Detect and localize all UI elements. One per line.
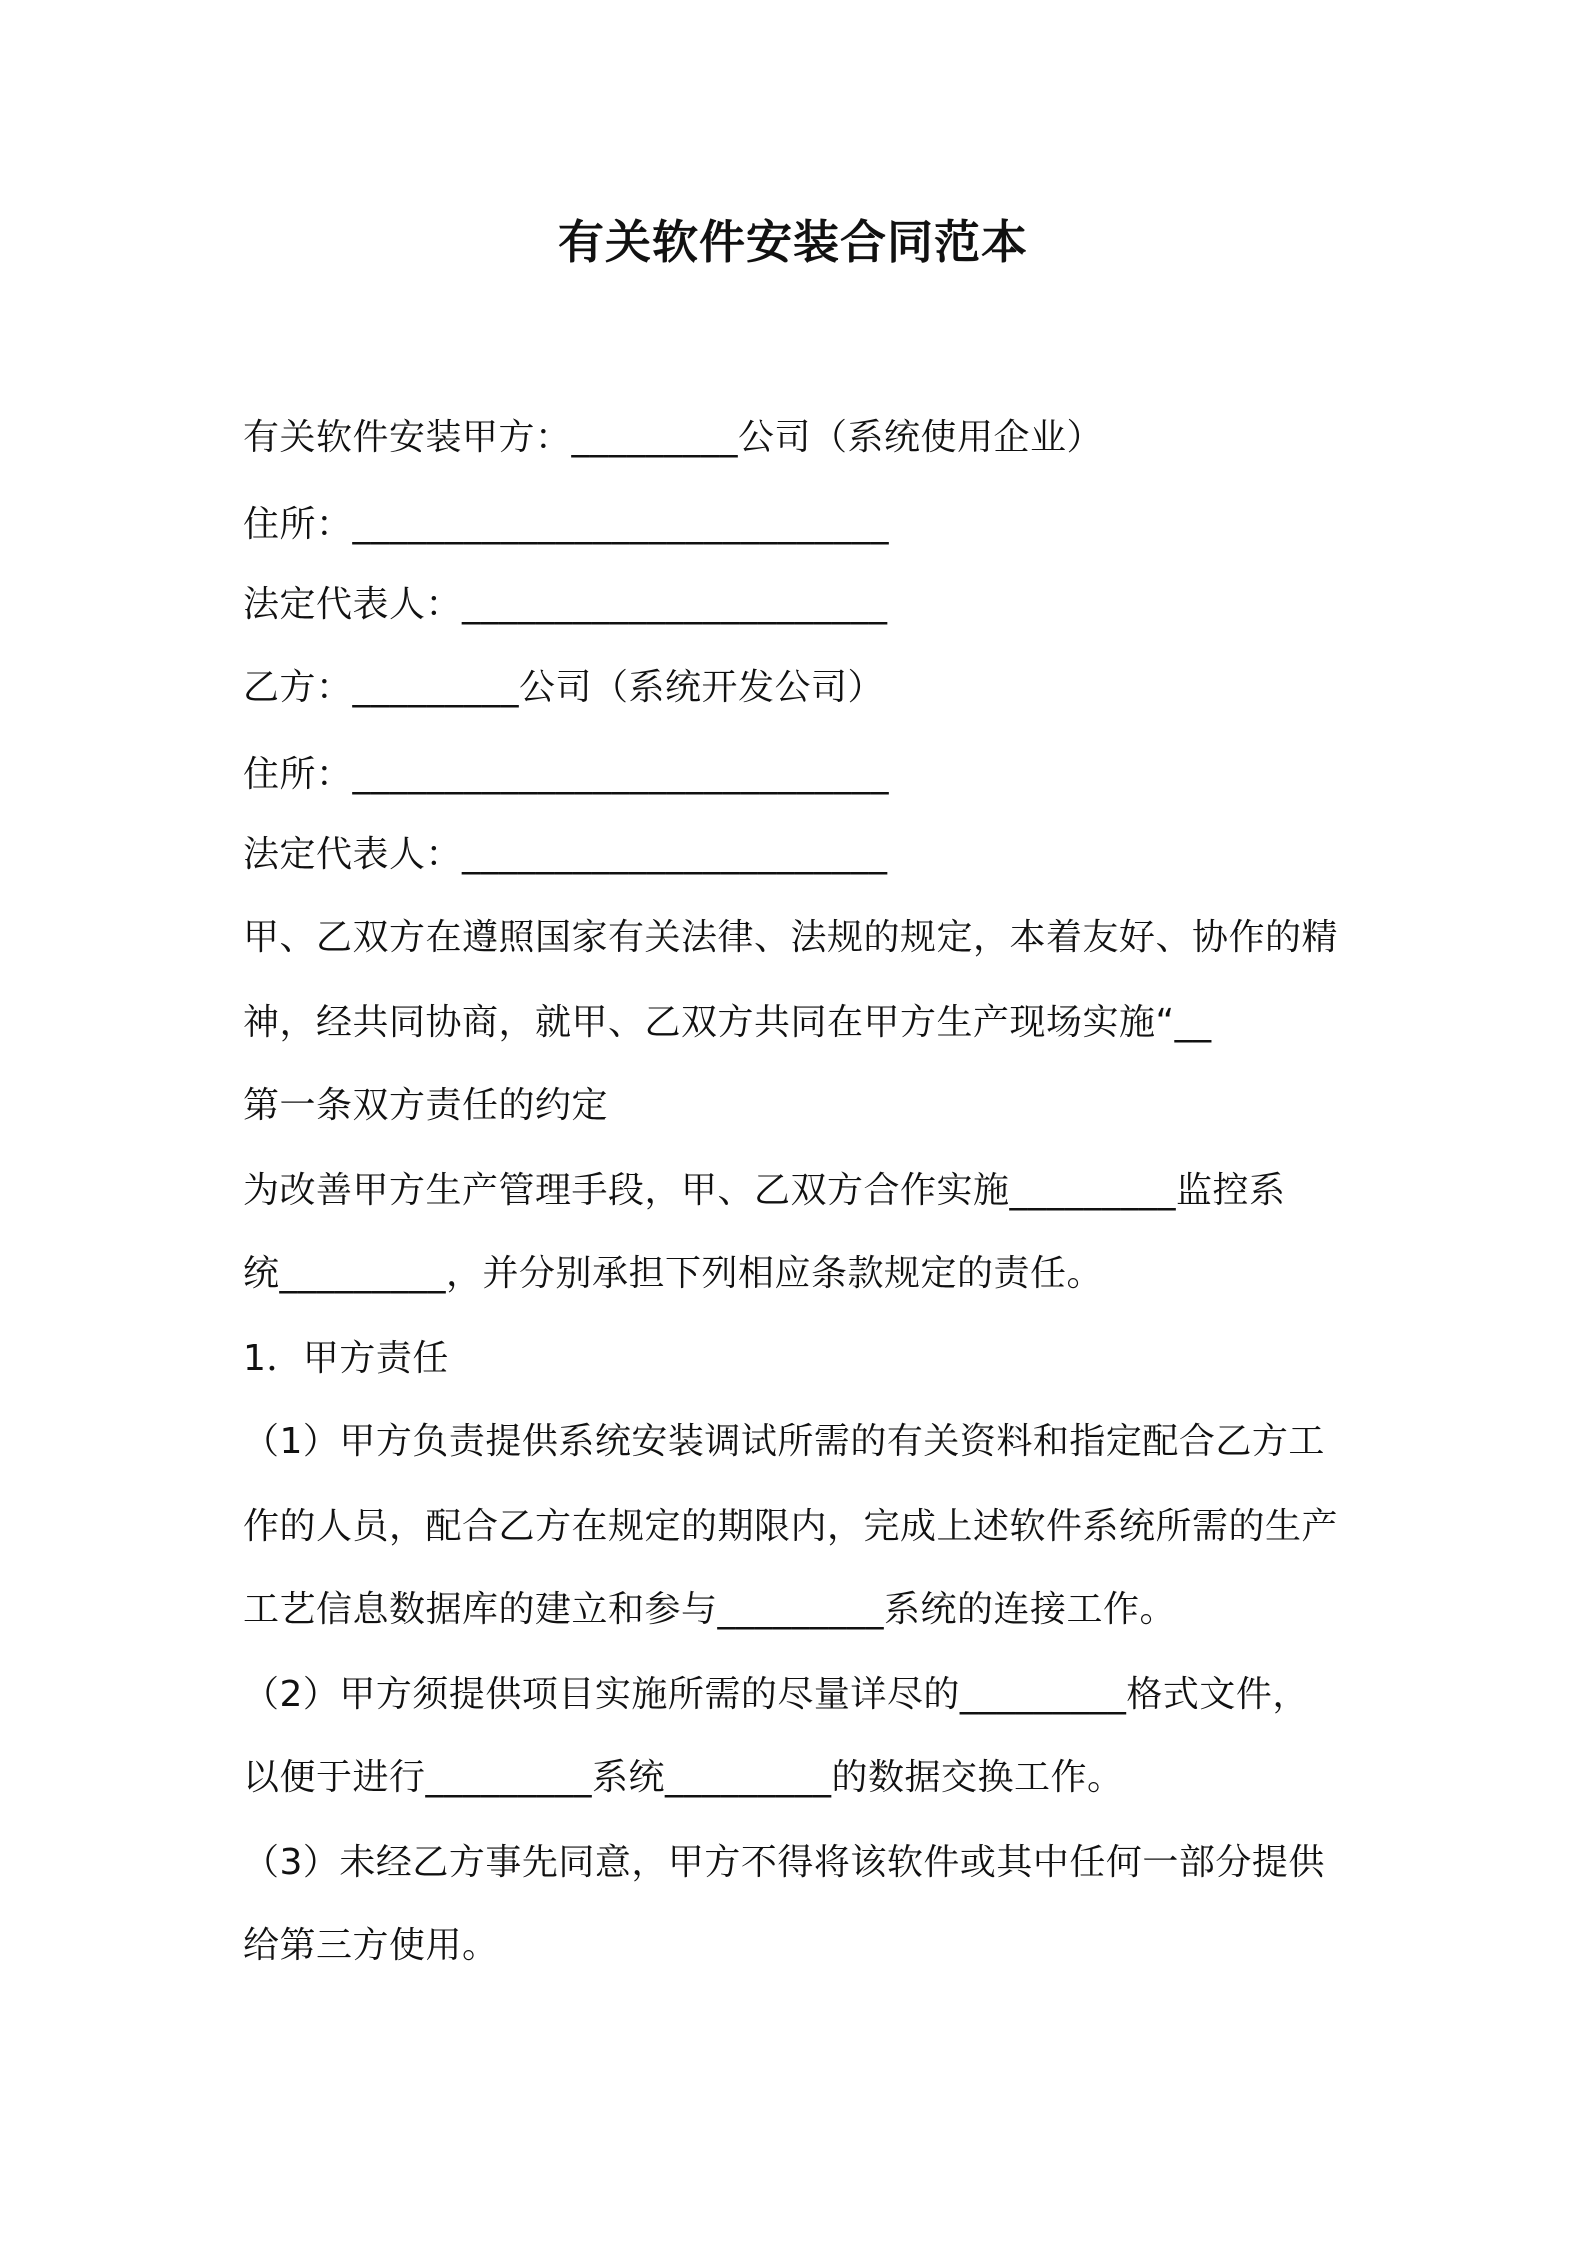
clause-1-line-3: 工艺信息数据库的建立和参与_________系统的连接工作。: [243, 1589, 1177, 1630]
party-a-line: 有关软件安装甲方：_________公司（系统使用企业）: [243, 417, 1104, 458]
article-1-heading: 第一条双方责任的约定: [243, 1085, 609, 1126]
clause-3-line-2: 给第三方使用。: [243, 1925, 499, 1966]
clause-2-line-1: （2）甲方须提供项目实施所需的尽量详尽的_________格式文件，: [243, 1674, 1309, 1715]
party-a-representative: 法定代表人：_______________________: [243, 584, 888, 625]
article-1-intro-line-1: 为改善甲方生产管理手段，甲、乙双方合作实施_________监控系: [243, 1170, 1286, 1211]
preamble-line-2: 神，经共同协商，就甲、乙双方共同在甲方生产现场实施“__: [243, 1002, 1212, 1043]
article-1-intro-line-2: 统_________，并分别承担下列相应条款规定的责任。: [243, 1253, 1104, 1294]
clause-3-line-1: （3）未经乙方事先同意，甲方不得将该软件或其中任何一部分提供: [243, 1842, 1325, 1883]
clause-2-line-2: 以便于进行_________系统_________的数据交换工作。: [243, 1757, 1124, 1798]
preamble-line-1: 甲、乙双方在遵照国家有关法律、法规的规定，本着友好、协作的精: [243, 917, 1339, 958]
party-a-address: 住所：_____________________________: [243, 504, 890, 545]
party-a-duties-heading: 1．甲方责任: [243, 1338, 449, 1379]
clause-1-line-2: 作的人员，配合乙方在规定的期限内，完成上述软件系统所需的生产: [243, 1506, 1339, 1547]
party-b-address: 住所：_____________________________: [243, 754, 890, 795]
clause-1-line-1: （1）甲方负责提供系统安装调试所需的有关资料和指定配合乙方工: [243, 1421, 1325, 1462]
party-b-line: 乙方：_________公司（系统开发公司）: [243, 667, 885, 708]
party-b-representative: 法定代表人：_______________________: [243, 834, 888, 875]
document-title: 有关软件安装合同范本: [558, 215, 1028, 269]
